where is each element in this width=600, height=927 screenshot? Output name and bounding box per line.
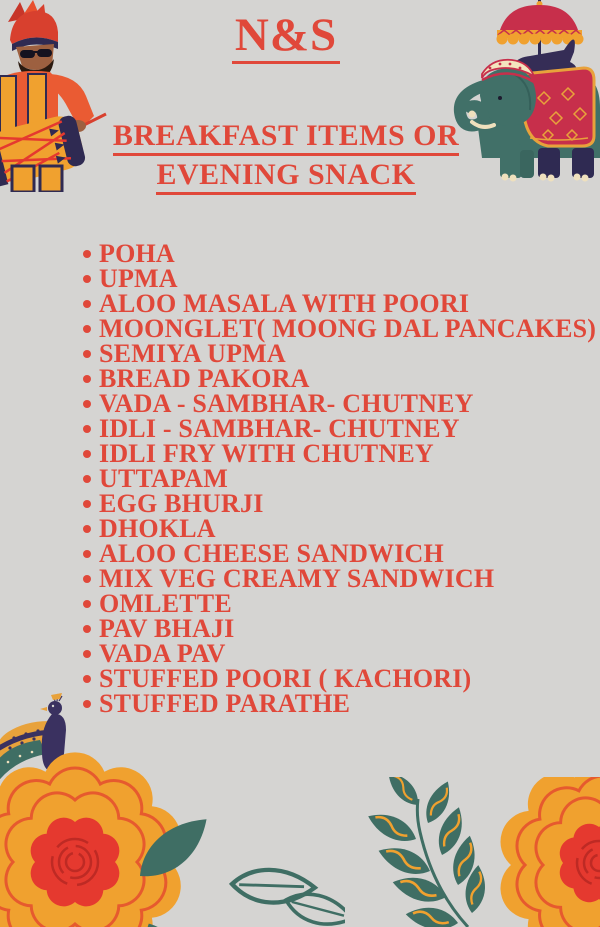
menu-item [83, 638, 596, 668]
bullet-icon [83, 675, 91, 683]
bullet-icon [83, 550, 91, 558]
menu-item-label: BREAD PAKORA [99, 363, 310, 393]
menu-item-label: SEMIYA UPMA [99, 338, 286, 368]
bullet-icon [83, 500, 91, 508]
menu-item-label: IDLI FRY WITH CHUTNEY [99, 438, 434, 468]
bullet-icon [83, 700, 91, 708]
menu-list [83, 238, 597, 718]
page-title: N&S [232, 12, 340, 64]
bullet-icon [83, 625, 91, 633]
menu-item-label: VADA - SAMBHAR- CHUTNEY [99, 388, 474, 418]
bullet-icon [83, 375, 91, 383]
bullet-icon [83, 350, 91, 358]
menu-item [83, 388, 596, 418]
peacock-marigold-illustration [0, 692, 345, 927]
menu-item-label: UTTAPAM [99, 463, 228, 493]
menu-item [83, 588, 596, 618]
menu-item-label: POHA [99, 238, 175, 268]
bullet-icon [83, 425, 91, 433]
bullet-icon [83, 575, 91, 583]
menu-item-label: MOONGLET( MOONG DAL PANCAKES) [99, 313, 597, 343]
menu-item [83, 463, 596, 493]
marigold-fern-illustration [358, 777, 600, 927]
bullet-icon [83, 275, 91, 283]
menu-item [83, 438, 596, 468]
menu-item [83, 313, 597, 343]
menu-item [83, 663, 596, 693]
menu-item-label: OMLETTE [99, 588, 232, 618]
bullet-icon [83, 250, 91, 258]
menu-item [83, 238, 596, 268]
menu-item [83, 288, 596, 318]
menu-item [83, 338, 596, 368]
section-heading [0, 121, 586, 199]
menu-item [83, 563, 596, 593]
menu-item [83, 413, 596, 443]
bullet-icon [83, 475, 91, 483]
bullet-icon [83, 400, 91, 408]
menu-item [83, 688, 596, 718]
menu-item-label: STUFFED PARATHE [99, 688, 351, 718]
bullet-icon [83, 300, 91, 308]
menu-item-label: ALOO MASALA WITH POORI [99, 288, 470, 318]
bullet-icon [83, 600, 91, 608]
menu-item [83, 363, 596, 393]
menu-item-label: PAV BHAJI [99, 613, 235, 643]
menu-item-label: DHOKLA [99, 513, 216, 543]
menu-item [83, 513, 596, 543]
menu-item-label: EGG BHURJI [99, 488, 264, 518]
menu-item-label: ALOO CHEESE SANDWICH [99, 538, 444, 568]
menu-item [83, 263, 596, 293]
menu-item [83, 538, 596, 568]
menu-item-label: MIX VEG CREAMY SANDWICH [99, 563, 495, 593]
heading-line-2: EVENING SNACK [156, 160, 415, 195]
menu-item-label: UPMA [99, 263, 178, 293]
bullet-icon [83, 650, 91, 658]
menu-item-label: STUFFED POORI ( KACHORI) [99, 663, 472, 693]
menu-item-label: IDLI - SAMBHAR- CHUTNEY [99, 413, 460, 443]
menu-item [83, 488, 596, 518]
heading-line-1: BREAKFAST ITEMS OR [113, 121, 459, 156]
bullet-icon [83, 450, 91, 458]
menu-item [83, 613, 596, 643]
bullet-icon [83, 325, 91, 333]
header [0, 9, 586, 64]
bullet-icon [83, 525, 91, 533]
menu-item-label: VADA PAV [99, 638, 226, 668]
